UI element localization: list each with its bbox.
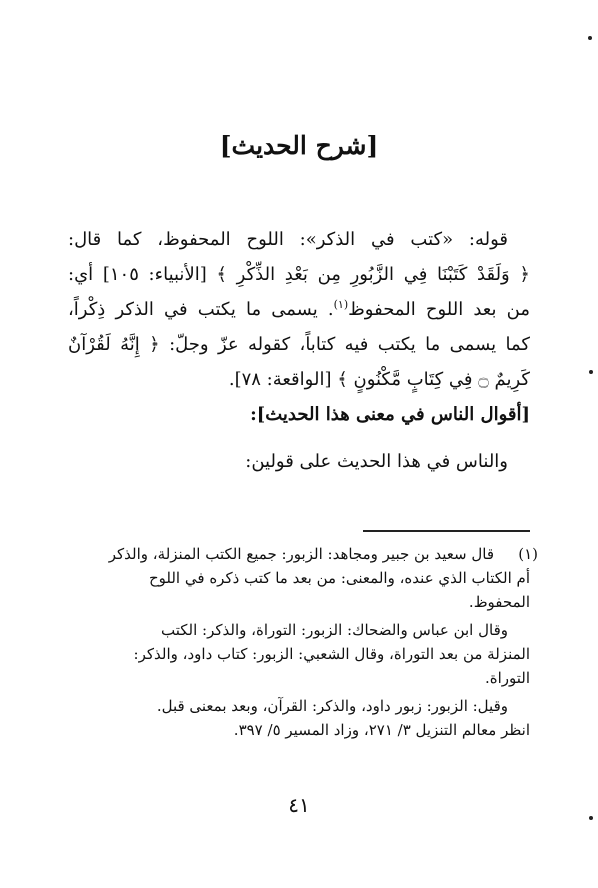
footnote-line: انظر معالم التنزيل ٣/ ٢٧١، وزاد المسير ٥/ ٣٩٧. <box>233 721 530 739</box>
text-span: قال سعيد بن جبير ومجاهد: الزبور: جميع الكتب المنزلة، والذكر <box>108 545 494 563</box>
quran-verse: ﴿ وَلَقَدْ كَتَبْنَا فِي الزَّبُورِ مِن بَعْدِ الذِّكْرِ ﴾ <box>216 264 530 285</box>
footnote-line: وقال ابن عباس والضحاك: الزبور: التوراة، والذكر: الكتب <box>161 621 508 639</box>
text-line: قوله: «كتب في الذكر»: اللوح المحفوظ، كما قال: <box>68 229 508 250</box>
quran-verse: ﴿ إِنَّهُ لَقُرْآنٌ <box>68 334 160 355</box>
footnote-line: أم الكتاب الذي عنده، والمعنى: من بعد ما كتب ذكره في اللوح <box>148 569 530 587</box>
text-line <box>68 257 530 292</box>
footnotes <box>68 542 538 742</box>
text-line: والناس في هذا الحديث على قولين: <box>245 451 508 472</box>
text-line <box>68 362 530 397</box>
verse-reference: [الواقعة: ٧٨]. <box>228 369 332 390</box>
footnote-separator <box>363 530 530 532</box>
text-span: من بعد اللوح المحفوظ <box>348 299 530 320</box>
text-span: كما يسمى ما يكتب فيه كتاباً، كقوله عزّ وجلّ: <box>169 334 530 355</box>
footnote-number: (١) <box>518 545 538 563</box>
page-number: ٤١ <box>288 793 310 817</box>
footnote-line <box>68 542 538 566</box>
text-line <box>68 327 530 362</box>
footnote-marker: (١) <box>333 298 349 311</box>
footnote-line: التوراة. <box>484 669 530 687</box>
edge-dot <box>588 36 592 40</box>
section-title: [شرح الحديث] <box>219 131 379 160</box>
footnote-line: المنزلة من بعد التوراة، وقال الشعبي: الزبور: كتاب داود، والذكر: <box>133 645 530 663</box>
footnote-line: المحفوظ. <box>468 593 530 611</box>
quran-verse: كَرِيمٌ ۝ فِي كِتَابٍ مَّكْنُونٍ ﴾ <box>337 369 530 390</box>
main-text <box>68 222 530 479</box>
text-line <box>68 292 530 327</box>
footnote-line: وقيل: الزبور: زبور داود، والذكر: القرآن، وبعد بمعنى قبل. <box>156 697 508 715</box>
subheading: [أقوال الناس في معنى هذا الحديث]: <box>250 404 530 425</box>
verse-reference: [الأنبياء: ١٠٥] أي: <box>68 264 207 285</box>
edge-dot <box>589 370 593 374</box>
text-span: . يسمى ما يكتب في الذكر ذِكْراً، <box>68 299 334 320</box>
